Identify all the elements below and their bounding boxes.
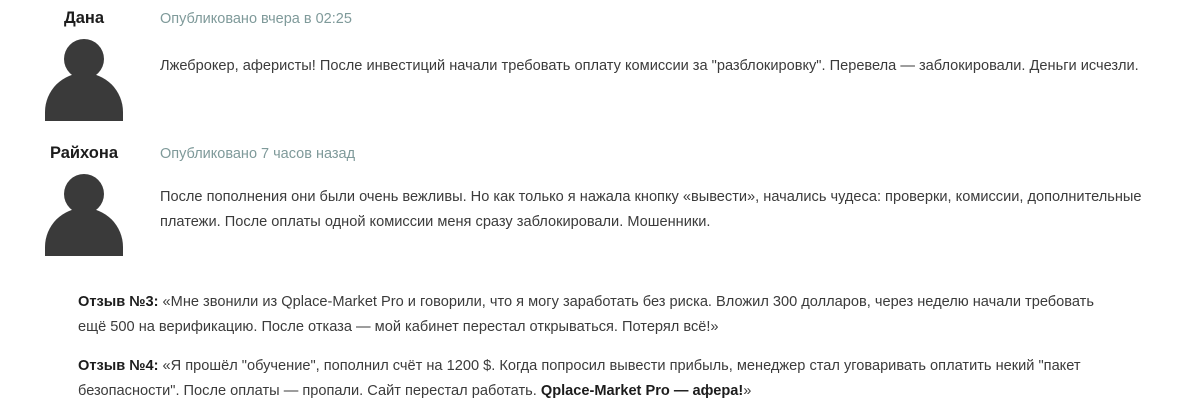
numbered-review-tail: » — [743, 383, 752, 399]
review-author-name: Дана — [63, 9, 105, 27]
numbered-review-text: «Мне звонили из Qplace-Market Pro и говорили, что я могу заработать без риска. Вложил 300 долларов, через неделю начали требовать ещё 500 на верификацию. После отказа — мой кабинет перестал открываться. Потерял всё!» — [78, 294, 1094, 335]
avatar-body-shape — [45, 208, 123, 256]
review-entry — [0, 0, 1188, 121]
numbered-reviews-list — [0, 256, 1188, 404]
user-avatar-icon — [41, 35, 127, 121]
review-content — [160, 8, 1170, 79]
review-text: После пополнения они были очень вежливы. Но как только я нажала кнопку «вывести», начались чудеса: проверки, комиссии, дополнительные платежи. После оплаты одной комиссии меня сразу заблокировали. Мошенники. — [160, 189, 1142, 230]
numbered-review-text: «Я прошёл "обучение", пополнил счёт на 1200 $. Когда попросил вывести прибыль, менеджер стал уговаривать оплатить некий "пакет безопасности". После оплаты — пропали. Сайт перестал работать. — [78, 358, 1081, 399]
numbered-review-item — [78, 290, 1118, 340]
review-timestamp: Опубликовано вчера в 02:25 — [160, 11, 352, 27]
numbered-review-label: Отзыв №3: — [78, 294, 159, 310]
review-author-column — [0, 8, 160, 121]
numbered-review-emphasis: Qplace-Market Pro — афера! — [540, 383, 744, 399]
review-author-column — [0, 143, 160, 256]
review-entry — [0, 121, 1188, 256]
review-author-name: Райхона — [49, 144, 119, 162]
review-timestamp: Опубликовано 7 часов назад — [160, 146, 356, 162]
avatar-body-shape — [45, 73, 123, 121]
review-content — [160, 143, 1170, 235]
user-avatar-icon — [41, 170, 127, 256]
numbered-review-item — [78, 354, 1118, 404]
numbered-review-label: Отзыв №4: — [78, 358, 159, 374]
review-text: Лжеброкер, аферисты! После инвестиций начали требовать оплату комиссии за "разблокировку". Перевела — заблокировали. Деньги исчезли. — [160, 58, 1139, 74]
